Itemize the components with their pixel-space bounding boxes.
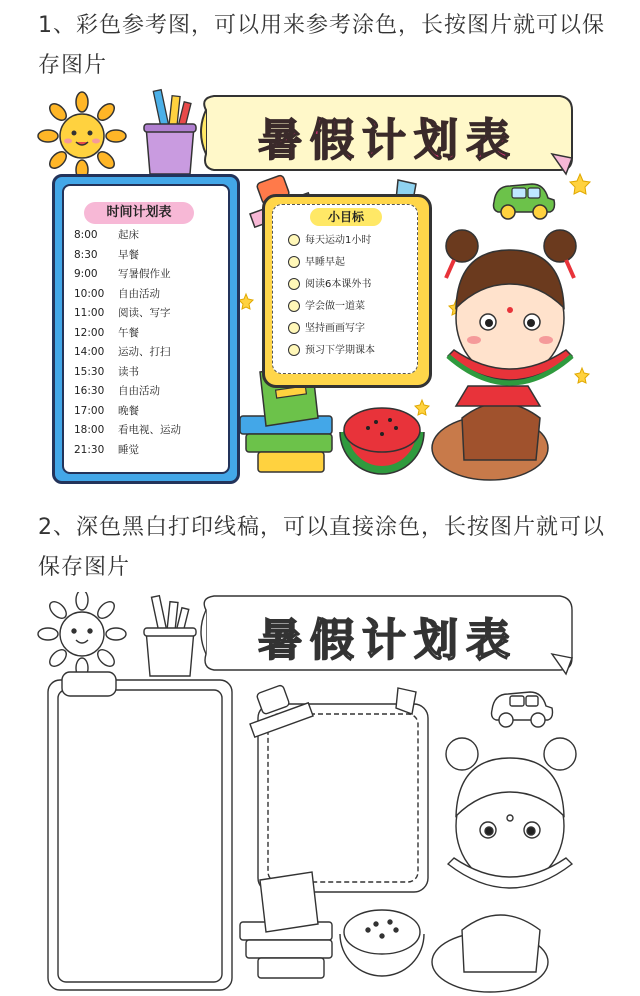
goal-bullet-icon — [288, 256, 300, 268]
watermelon-icon — [340, 910, 424, 976]
goal-text: 坚持画画写字 — [305, 323, 365, 334]
goals-panel — [268, 714, 418, 882]
goal-bullet-icon — [288, 300, 300, 312]
books-icon — [240, 416, 332, 472]
schedule-row — [74, 285, 224, 305]
schedule-tab — [62, 672, 116, 696]
schedule-row — [74, 265, 224, 285]
schedule-row — [74, 226, 224, 246]
schedule-activity: 起床 — [118, 229, 139, 241]
goal-item — [288, 274, 428, 296]
goal-text: 每天运动1小时 — [305, 235, 372, 246]
watermelon-icon — [340, 408, 424, 474]
schedule-row — [74, 363, 224, 383]
schedule-panel — [58, 690, 222, 982]
schedule-activity: 运动、打扫 — [118, 346, 171, 358]
goal-text: 阅读6本课外书 — [305, 279, 372, 290]
color-poster-image — [0, 88, 640, 488]
pencil-cup-icon — [144, 90, 196, 174]
schedule-time: 16:30 — [74, 385, 105, 397]
books-icon — [240, 922, 332, 978]
girl-illustration — [432, 738, 576, 992]
schedule-time: 11:00 — [74, 307, 105, 319]
girl-illustration — [432, 230, 576, 480]
schedule-time: 15:30 — [74, 365, 105, 378]
schedule-row — [74, 441, 224, 461]
schedule-activity: 读书 — [118, 365, 139, 378]
goal-item — [288, 340, 428, 362]
schedule-activity: 阅读、写字 — [118, 307, 171, 319]
caption-color-reference: 1、彩色参考图，可以用来参考涂色，长按图片就可以保存图片 — [38, 13, 605, 78]
schedule-time: 17:00 — [74, 404, 105, 417]
goal-item — [288, 230, 428, 252]
sun-icon — [38, 592, 126, 678]
goal-text: 预习下学期课本 — [305, 345, 375, 356]
schedule-time: 8:30 — [74, 248, 98, 261]
schedule-row — [74, 324, 224, 344]
goal-bullet-icon — [288, 322, 300, 334]
schedule-time: 18:00 — [74, 424, 105, 436]
goal-item — [288, 296, 428, 318]
car-icon — [494, 184, 555, 219]
schedule-activity: 睡觉 — [118, 443, 139, 456]
sun-icon — [38, 92, 126, 180]
goals-list — [288, 230, 428, 362]
line-art-poster-image — [0, 592, 640, 996]
schedule-title: 时间计划表 — [84, 202, 194, 224]
schedule-time: 8:00 — [74, 229, 98, 241]
schedule-time: 12:00 — [74, 326, 105, 339]
schedule-row — [74, 421, 224, 441]
schedule-time: 14:00 — [74, 346, 105, 358]
schedule-activity: 晚餐 — [118, 404, 139, 417]
schedule-activity: 自由活动 — [118, 287, 160, 300]
line-art-title: 暑假计划表 — [258, 615, 518, 666]
poster-title: 暑假计划表 — [258, 115, 518, 166]
goal-text: 学会做一道菜 — [305, 301, 365, 312]
goals-title: 小目标 — [310, 208, 382, 226]
schedule-row — [74, 343, 224, 363]
goal-item — [288, 318, 428, 340]
schedule-activity: 看电视、运动 — [118, 424, 181, 436]
schedule-time: 10:00 — [74, 287, 105, 300]
goal-text: 早睡早起 — [305, 257, 345, 268]
schedule-row — [74, 246, 224, 266]
schedule-time: 21:30 — [74, 443, 105, 456]
schedule-row — [74, 382, 224, 402]
schedule-list — [74, 226, 224, 460]
schedule-activity: 午餐 — [118, 326, 139, 339]
schedule-activity: 自由活动 — [118, 385, 160, 397]
goal-bullet-icon — [288, 234, 300, 246]
pencil-cup-icon — [144, 596, 196, 676]
car-icon — [492, 692, 553, 727]
calendar-icon — [260, 872, 318, 932]
goal-bullet-icon — [288, 344, 300, 356]
schedule-time: 9:00 — [74, 268, 98, 280]
schedule-row — [74, 304, 224, 324]
schedule-activity: 写暑假作业 — [118, 268, 171, 280]
goal-bullet-icon — [288, 278, 300, 290]
schedule-activity: 早餐 — [118, 248, 139, 261]
caption-line-art: 2、深色黑白打印线稿，可以直接涂色，长按图片就可以保存图片 — [38, 515, 605, 580]
goal-item — [288, 252, 428, 274]
schedule-row — [74, 402, 224, 422]
